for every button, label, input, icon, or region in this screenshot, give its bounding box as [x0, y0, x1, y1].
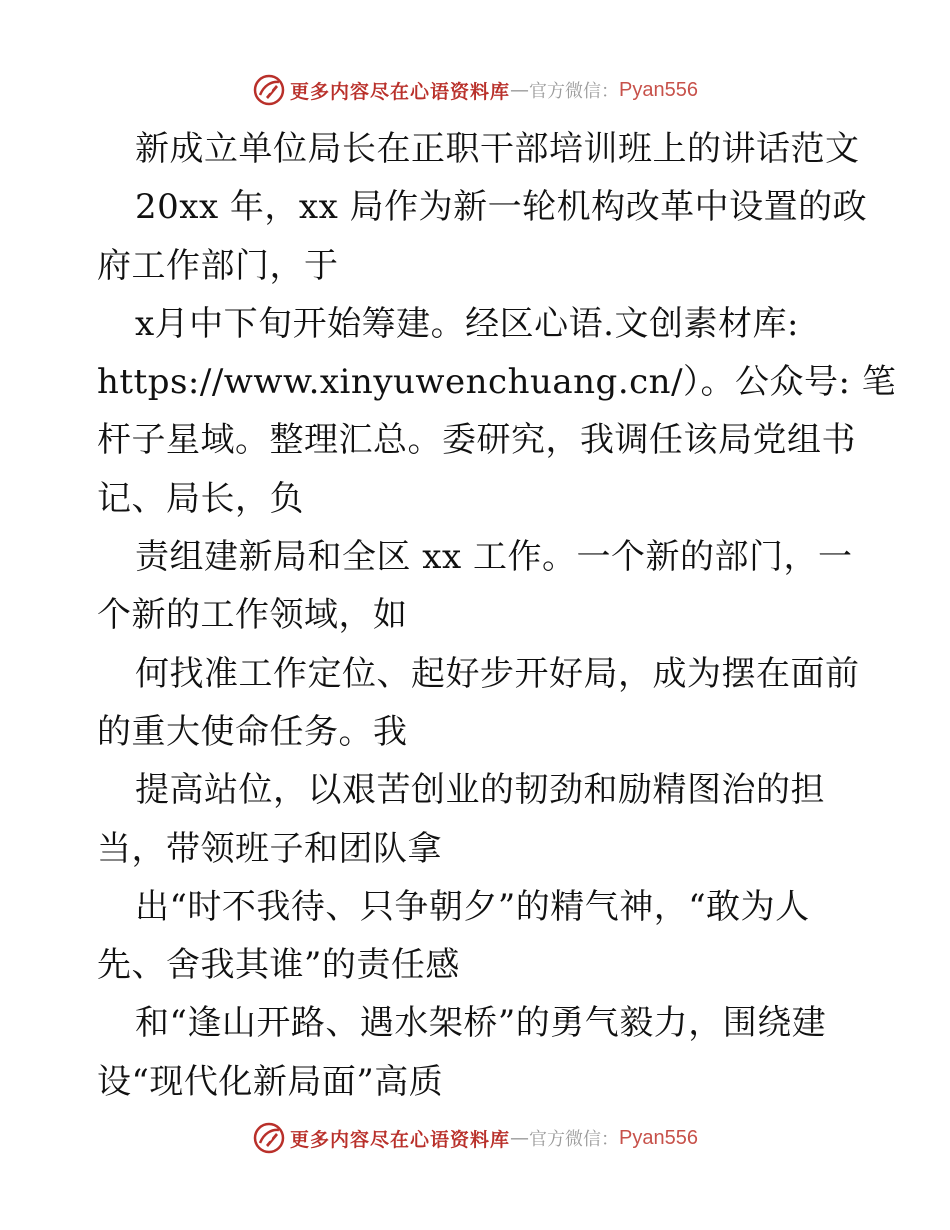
text-line: https://www.xinyuwenchuang.cn/）。公众号: 笔: [97, 362, 897, 403]
text-line: 先、舍我其谁”的责任感: [97, 945, 460, 986]
pen-nib-swirl-icon: [252, 73, 286, 107]
document-body: [97, 120, 897, 1111]
text-line: 20xx 年，xx 局作为新一轮机构改革中设置的政: [135, 187, 868, 228]
text-line: 的重大使命任务。我: [97, 711, 408, 752]
text-line: 设“现代化新局面”高质: [97, 1061, 444, 1102]
text-line: 提高站位，以艰苦创业的韧劲和励精图治的担: [135, 770, 825, 811]
text-line: 何找准工作定位、起好步开好局，成为摆在面前: [135, 653, 860, 694]
text-line: 记、局长，负: [97, 478, 304, 519]
brand-text: 更多内容尽在心语资料库: [290, 1128, 511, 1151]
wechat-label: 官方微信：: [529, 1129, 620, 1150]
brand-text: 更多内容尽在心语资料库: [290, 80, 511, 103]
document-title: 新成立单位局长在正职干部培训班上的讲话范文: [135, 129, 860, 169]
text-line: 当，带领班子和团队拿: [97, 828, 442, 869]
wechat-id: Pyan556: [619, 78, 698, 101]
text-line: x月中下旬开始筹建。经区心语.文创素材库:: [135, 303, 799, 344]
footer-watermark-banner: [0, 1118, 950, 1158]
banner-separator: —: [510, 1127, 530, 1149]
banner-separator: —: [510, 79, 530, 101]
text-line: 和“逢山开路、遇水架桥”的勇气毅力，围绕建: [135, 1003, 827, 1044]
wechat-id: Pyan556: [619, 1126, 698, 1149]
pen-nib-swirl-icon: [252, 1121, 286, 1155]
text-line: 个新的工作领域，如: [97, 595, 408, 636]
text-line: 出“时不我待、只争朝夕”的精气神，“敢为人: [135, 886, 810, 927]
header-watermark-banner: [0, 70, 950, 110]
wechat-label: 官方微信：: [529, 81, 620, 102]
text-line: 责组建新局和全区 xx 工作。一个新的部门，一: [135, 537, 853, 578]
text-line: 杆子星域。整理汇总。委研究，我调任该局党组书: [97, 420, 856, 461]
text-line: 府工作部门，于: [97, 245, 339, 286]
